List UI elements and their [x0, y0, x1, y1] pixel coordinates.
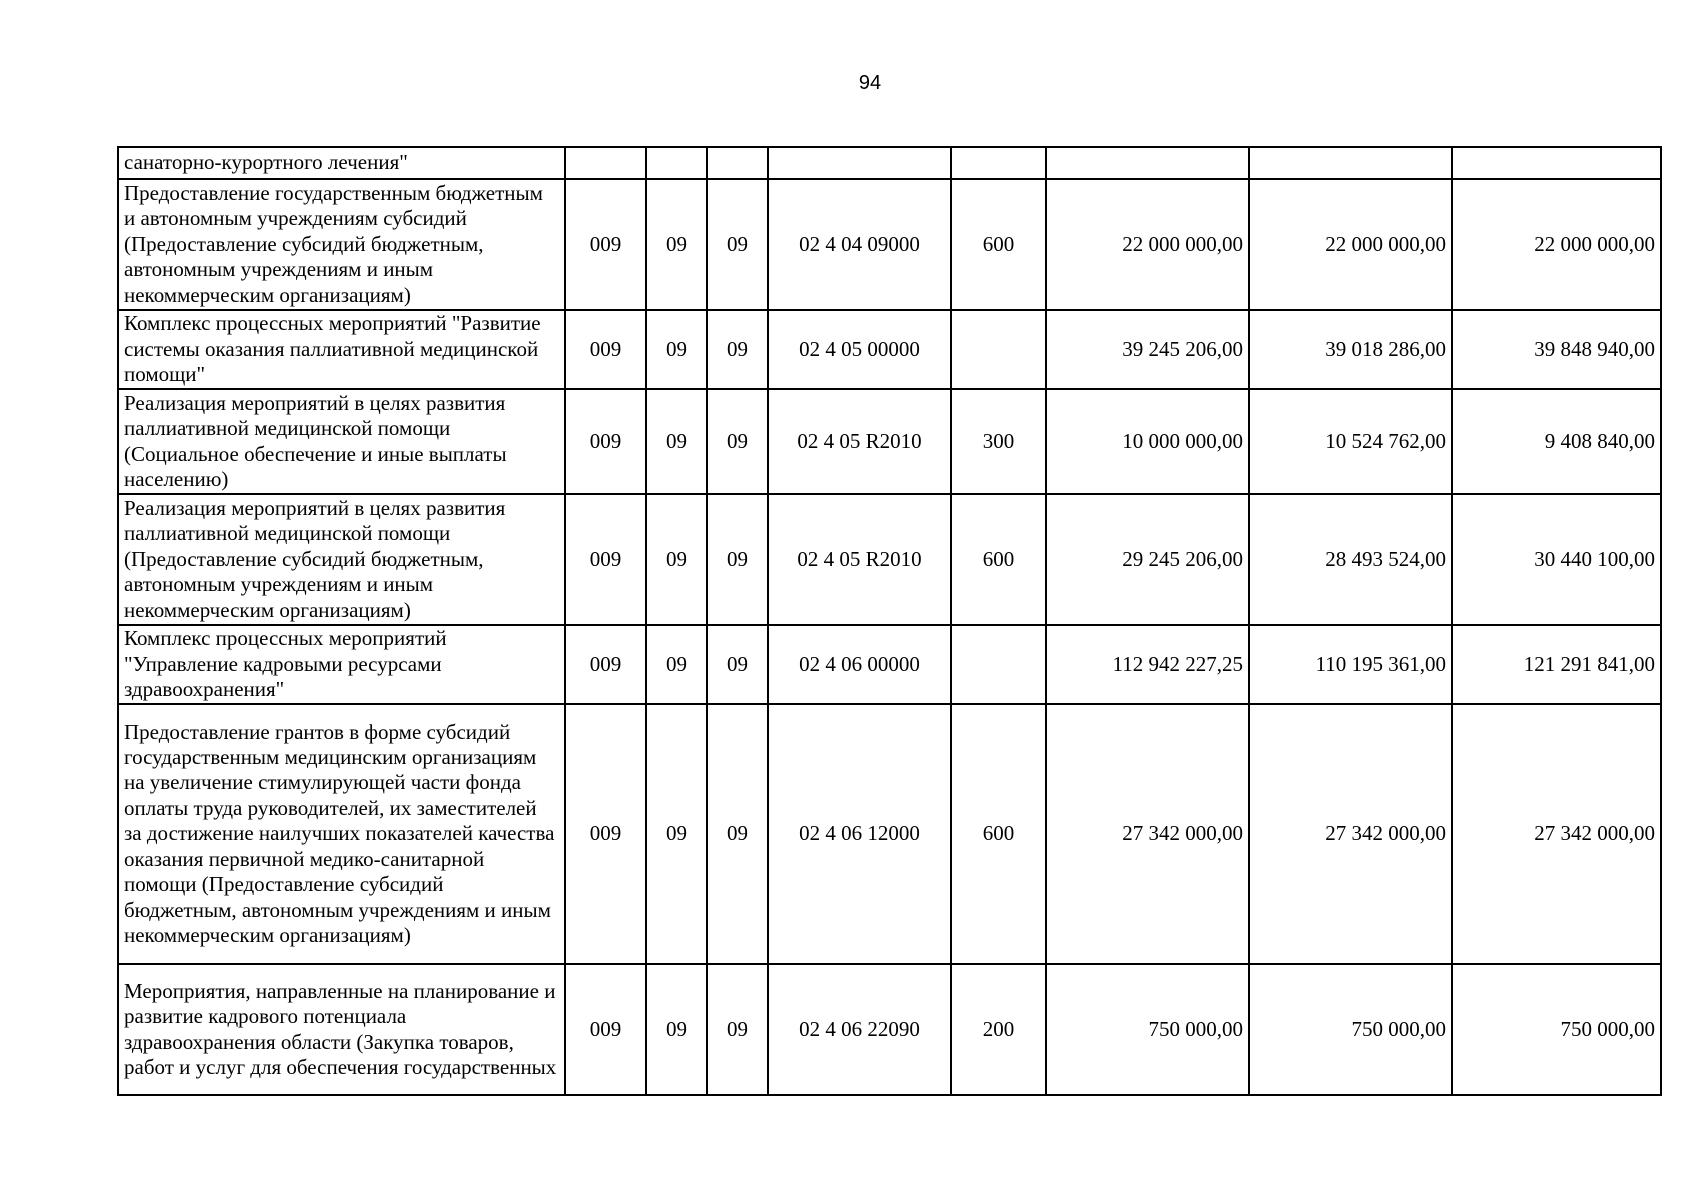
table-row	[118, 625, 1661, 704]
page-number: 94	[858, 72, 882, 94]
row-name: санаторно-курортного лечения"	[118, 147, 565, 179]
ministry-code: 009	[565, 494, 646, 625]
section-code: 09	[646, 310, 707, 389]
amount-year-2: 39 018 286,00	[1249, 310, 1452, 389]
row-name: Реализация мероприятий в целях развития паллиативной медицинской помощи (Социальное обеспечение и иные выплаты населению)	[118, 389, 565, 494]
expense-type: 200	[951, 964, 1046, 1095]
table-row	[118, 310, 1661, 389]
ministry-code	[565, 147, 646, 179]
ministry-code: 009	[565, 704, 646, 964]
budget-table	[117, 146, 1662, 1096]
amount-year-1: 27 342 000,00	[1046, 704, 1249, 964]
amount-year-2: 10 524 762,00	[1249, 389, 1452, 494]
row-name: Мероприятия, направленные на планирование и развитие кадрового потенциала здравоохранения области (Закупка товаров, работ и услуг для обеспечения государственных	[118, 964, 565, 1095]
table-row	[118, 147, 1661, 179]
amount-year-3: 39 848 940,00	[1452, 310, 1661, 389]
amount-year-1: 10 000 000,00	[1046, 389, 1249, 494]
section-code: 09	[646, 494, 707, 625]
amount-year-2: 750 000,00	[1249, 964, 1452, 1095]
amount-year-2	[1249, 147, 1452, 179]
table-row	[118, 964, 1661, 1095]
section-code	[646, 147, 707, 179]
subsection-code: 09	[707, 704, 768, 964]
amount-year-2: 22 000 000,00	[1249, 179, 1452, 310]
amount-year-1: 750 000,00	[1046, 964, 1249, 1095]
row-name: Предоставление государственным бюджетным и автономным учреждениям субсидий (Предоставление субсидий бюджетным, автономным учреждениям и иным некоммерческим организациям)	[118, 179, 565, 310]
section-code: 09	[646, 964, 707, 1095]
amount-year-3	[1452, 147, 1661, 179]
target-article	[768, 147, 951, 179]
amount-year-3: 9 408 840,00	[1452, 389, 1661, 494]
subsection-code: 09	[707, 179, 768, 310]
subsection-code: 09	[707, 310, 768, 389]
expense-type: 600	[951, 179, 1046, 310]
expense-type	[951, 625, 1046, 704]
amount-year-2: 27 342 000,00	[1249, 704, 1452, 964]
ministry-code: 009	[565, 179, 646, 310]
row-name: Предоставление грантов в форме субсидий государственным медицинским организациям на увеличение стимулирующей части фонда оплаты труда руководителей, их заместителей за достижение наилучших показателей качества оказания первичной медико-санитарной помощи (Предоставление субсидий бюджетным, автономным учреждениям и иным некоммерческим организациям)	[118, 704, 565, 964]
table-row	[118, 494, 1661, 625]
amount-year-1: 39 245 206,00	[1046, 310, 1249, 389]
amount-year-1	[1046, 147, 1249, 179]
expense-type	[951, 310, 1046, 389]
amount-year-3: 22 000 000,00	[1452, 179, 1661, 310]
target-article: 02 4 05 R2010	[768, 389, 951, 494]
amount-year-2: 110 195 361,00	[1249, 625, 1452, 704]
ministry-code: 009	[565, 964, 646, 1095]
section-code: 09	[646, 179, 707, 310]
ministry-code: 009	[565, 310, 646, 389]
section-code: 09	[646, 389, 707, 494]
ministry-code: 009	[565, 389, 646, 494]
target-article: 02 4 05 00000	[768, 310, 951, 389]
target-article: 02 4 06 12000	[768, 704, 951, 964]
amount-year-3: 121 291 841,00	[1452, 625, 1661, 704]
expense-type: 600	[951, 494, 1046, 625]
amount-year-3: 30 440 100,00	[1452, 494, 1661, 625]
amount-year-3: 27 342 000,00	[1452, 704, 1661, 964]
subsection-code: 09	[707, 494, 768, 625]
row-name: Реализация мероприятий в целях развития паллиативной медицинской помощи (Предоставление субсидий бюджетным, автономным учреждениям и иным некоммерческим организациям)	[118, 494, 565, 625]
section-code: 09	[646, 625, 707, 704]
table-row	[118, 704, 1661, 964]
subsection-code: 09	[707, 964, 768, 1095]
target-article: 02 4 06 00000	[768, 625, 951, 704]
amount-year-1: 112 942 227,25	[1046, 625, 1249, 704]
amount-year-1: 29 245 206,00	[1046, 494, 1249, 625]
target-article: 02 4 04 09000	[768, 179, 951, 310]
expense-type: 300	[951, 389, 1046, 494]
table-row	[118, 389, 1661, 494]
expense-type: 600	[951, 704, 1046, 964]
subsection-code: 09	[707, 389, 768, 494]
target-article: 02 4 06 22090	[768, 964, 951, 1095]
table-row	[118, 179, 1661, 310]
amount-year-2: 28 493 524,00	[1249, 494, 1452, 625]
row-name: Комплекс процессных мероприятий "Развитие системы оказания паллиативной медицинской помощи"	[118, 310, 565, 389]
amount-year-1: 22 000 000,00	[1046, 179, 1249, 310]
section-code: 09	[646, 704, 707, 964]
row-name: Комплекс процессных мероприятий "Управление кадровыми ресурсами здравоохранения"	[118, 625, 565, 704]
target-article: 02 4 05 R2010	[768, 494, 951, 625]
subsection-code	[707, 147, 768, 179]
subsection-code: 09	[707, 625, 768, 704]
ministry-code: 009	[565, 625, 646, 704]
expense-type	[951, 147, 1046, 179]
amount-year-3: 750 000,00	[1452, 964, 1661, 1095]
